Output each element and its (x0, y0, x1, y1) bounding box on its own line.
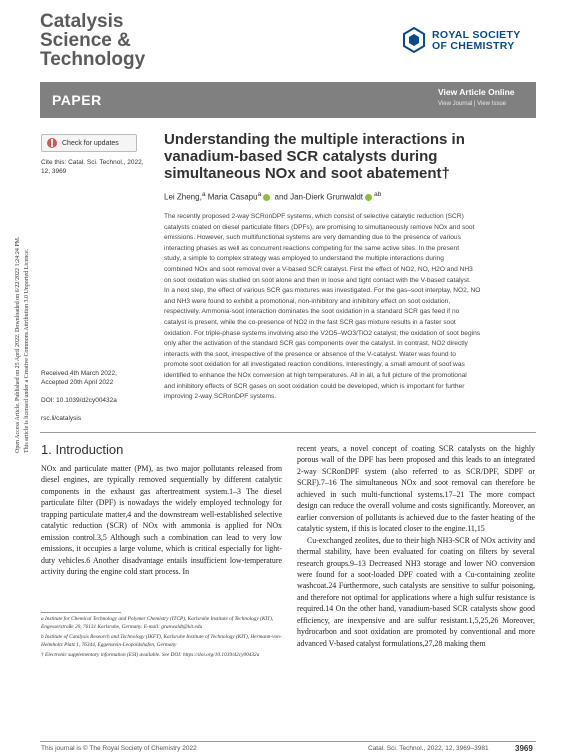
citation (41, 158, 151, 176)
affiliation-marker: ab (373, 191, 382, 198)
publisher-line: ROYAL SOCIETY (432, 29, 521, 41)
abstract-line: catalysts coated on diesel particulate filters (DPFs), are promising to simultaneously remove NOx and soot (164, 223, 475, 231)
abstract-line: catalyst is present, while the co-presence of NO2 in the fast SCR gas mixture results in a faster soot (164, 318, 456, 326)
check-updates-icon (46, 137, 58, 149)
affiliation-marker: a (201, 191, 206, 198)
abstract-line: study, a simple to complex strategy was employed to understand the multiple interactions during (164, 255, 444, 263)
side-note-line: Open Access Article. Published on 25 April 2022. Downloaded on 6/22/2022 1:24:24 PM. (15, 236, 21, 453)
title-line: simultaneous NOx and soot abatement† (164, 165, 450, 182)
footnote: b Institute of Catalysis Research and Technology (IKFT), Karlsruhe Institute of Technology (KIT), Hermann-von-Helmholtz Platz 1, 76344, Eggenstein-Leopoldshafen, Germany (41, 634, 282, 648)
abstract-line: In a next step, the effect of various SCR gas mixtures was investigated. For the gas–soot interplay, NO2, NO (164, 287, 481, 295)
view-article-online-link[interactable]: View Article Online (438, 87, 515, 97)
footer-divider (40, 741, 536, 742)
author-name[interactable]: Lei Zheng, (164, 192, 202, 202)
check-updates-button[interactable] (41, 134, 137, 152)
footnotes (41, 616, 282, 663)
page-number: 3969 (515, 744, 533, 753)
abstract-line: improving 2-way SCRonDPF systems. (164, 393, 277, 401)
open-access-note (11, 135, 33, 455)
body-paragraph: Cu-exchanged zeolites, due to their high NH3-SCR of NOx activity and thermal stability, have been evaluated for coating on filters by several research groups.9–13 Decreased NH3 storage and lower NO conversion were found for a soot-loaded DPF coated with a Cu-containing zeolite washcoat.24 Furthermore, such catalysts are sensitive to sulfur poisoning, and therefore not optimal for applications where a high sulfur resistance is required.14 On the other hand, vanadium-based SCR catalysts show good efficiency, are inexpensive and are sulfur resistant.1,5,25,26 Moreover, hydrocarbon and soot oxidation are promoted by conventional and more advanced V-based catalyst formulations,27,28 making them (297, 535, 535, 648)
abstract-line: identified to enhance the NOx conversion at high temperatures. All in all, a full picture of the promotional (164, 371, 467, 379)
title-line: vanadium-based SCR catalysts during (164, 148, 438, 165)
abstract-line: respectively. Ammonia-soot interaction dominates the soot oxidation in a standard SCR gas feed if no (164, 308, 460, 316)
journal-title (40, 12, 145, 69)
affiliation-marker: a (257, 191, 262, 198)
open-access-note-text (11, 135, 33, 455)
abstract-line: oxidation. For triple-phase systems involving also the V2O5–WO3/TiO2 catalyst, the oxidation of soot begins (164, 329, 481, 337)
abstract-line: combined NOx and soot removal over a V-based SCR catalyst. First the effect of NO2, NO, H2O and NH3 (164, 265, 473, 273)
footnote: † Electronic supplementary information (ESI) available. See DOI: https://doi.org/10.1039/d2cy00432a (41, 652, 260, 659)
article-type-label: PAPER (52, 92, 102, 108)
footnote: a Institute for Chemical Technology and Polymer Chemistry (ITCP), Karlsruhe Institute of Technology (KIT), Engesserstraße 20, 76131 Karlsruhe, Germany. E-mail: grunwaldt@kit.edu (41, 616, 274, 630)
check-updates-label: Check for updates (62, 139, 119, 147)
body-column-left (41, 463, 282, 578)
abstract-line: interacts with the soot, irrespective of the presence or absence of the V-catalyst. Water was found to (164, 350, 456, 358)
received-line: Received 4th March 2022, (41, 370, 117, 377)
journal-title-line: Technology (40, 49, 146, 70)
view-journal-issue-link[interactable]: View Journal | View Issue (438, 101, 507, 107)
received-dates (41, 369, 151, 387)
citation-line: 12, 3969 (41, 168, 67, 175)
footer-copyright: This journal is © The Royal Society of Chemistry 2022 (41, 745, 197, 752)
abstract-line: interacting phases as well as concurrent reactions competing for the same active sites. In the present (164, 244, 460, 252)
author-name[interactable]: and Jan-Dierk Grunwaldt (274, 192, 363, 202)
article-title (164, 131, 494, 182)
doi[interactable]: DOI: 10.1039/d2cy00432a (41, 397, 117, 404)
publisher-name (432, 30, 521, 52)
journal-title-line: Science & (40, 30, 131, 51)
author-list (164, 191, 381, 202)
footnote-divider (41, 612, 121, 613)
body-paragraph: NOx and particulate matter (PM), as two major pollutants released from diesel engines, are typically removed sequentially by different catalytic components in the exhaust gas aftertreatment system.1–3 The diesel particulate filter (DPF) is nowadays the widely employed technology for trapping particulate matter,4 and the downstream well-established selective catalytic reduction (SCR) of NOx with ammonia is applied for NOx emission control.3,5 Although such a combination can lead to very low emissions, it occupies a large volume, which is critical especially for light-duty vehicles.6 Another disadvantage entails insufficient low-temperature activity during the engine cold start process. In (41, 464, 282, 577)
abstract-line: and inhibitory effects of SCR gases on soot oxidation could be developed, which is important for further (164, 382, 465, 390)
section-heading: 1. Introduction (41, 442, 124, 457)
abstract-line: promote soot oxidation for all investigated reaction conditions. Interestingly, a small amount of soot was (164, 361, 465, 369)
journal-link[interactable]: rsc.li/catalysis (41, 415, 82, 422)
footer-citation: Catal. Sci. Technol., 2022, 12, 3969–3981 (368, 745, 489, 752)
body-column-right (297, 443, 535, 649)
author-name[interactable]: Maria Casapu (207, 192, 258, 202)
citation-line: Cite this: Catal. Sci. Technol., 2022, (41, 159, 144, 166)
abstract-line: emissions. However, such multifunctional systems are very demanding due to the presence of various (164, 234, 461, 242)
abstract-line: The recently proposed 2-way SCRonDPF systems, which consist of selective catalytic reduction (SCR) (164, 213, 464, 220)
abstract-line: only after the activation of the standard SCR gas components over the catalyst. In contrast, NO2 directly (164, 340, 468, 348)
accepted-line: Accepted 20th April 2022 (41, 379, 114, 386)
side-note-line: This article is licensed under a Creative Commons Attribution 3.0 Unported Licence. (24, 248, 30, 453)
publisher-line: OF CHEMISTRY (432, 40, 515, 52)
title-line: Understanding the multiple interactions in (164, 131, 465, 148)
orcid-icon[interactable] (263, 194, 270, 201)
abstract (164, 212, 536, 403)
abstract-line: on soot oxidation was studied on soot alone and then in loose and tight contact with the V-based catalyst. (164, 276, 471, 284)
divider (40, 432, 536, 433)
body-paragraph: recent years, a novel concept of coating SCR catalysts on the highly porous wall of the DPF has been proposed and this leads to an integrated 2-way SCRonDPF system (also referred to as SCR/DPF, SDPF or SCRF).7–16 The simultaneous NOx and soot removal can therefore be achieved in such multi-functional systems.17–21 The more compact design can reduce the overall volume and costs significantly. Moreover, an earlier conversion of pollutants is achieved due to the faster heating of the catalytic system, if this is located closer to the engine.11,15 (297, 444, 535, 534)
abstract-line: and NH3 were found to exhibit a promotional, non-inhibitory and inhibitory effect on soot oxidation, (164, 297, 451, 305)
journal-title-line: Catalysis (40, 11, 124, 32)
rsc-logo-icon (400, 26, 428, 54)
orcid-icon[interactable] (365, 194, 372, 201)
